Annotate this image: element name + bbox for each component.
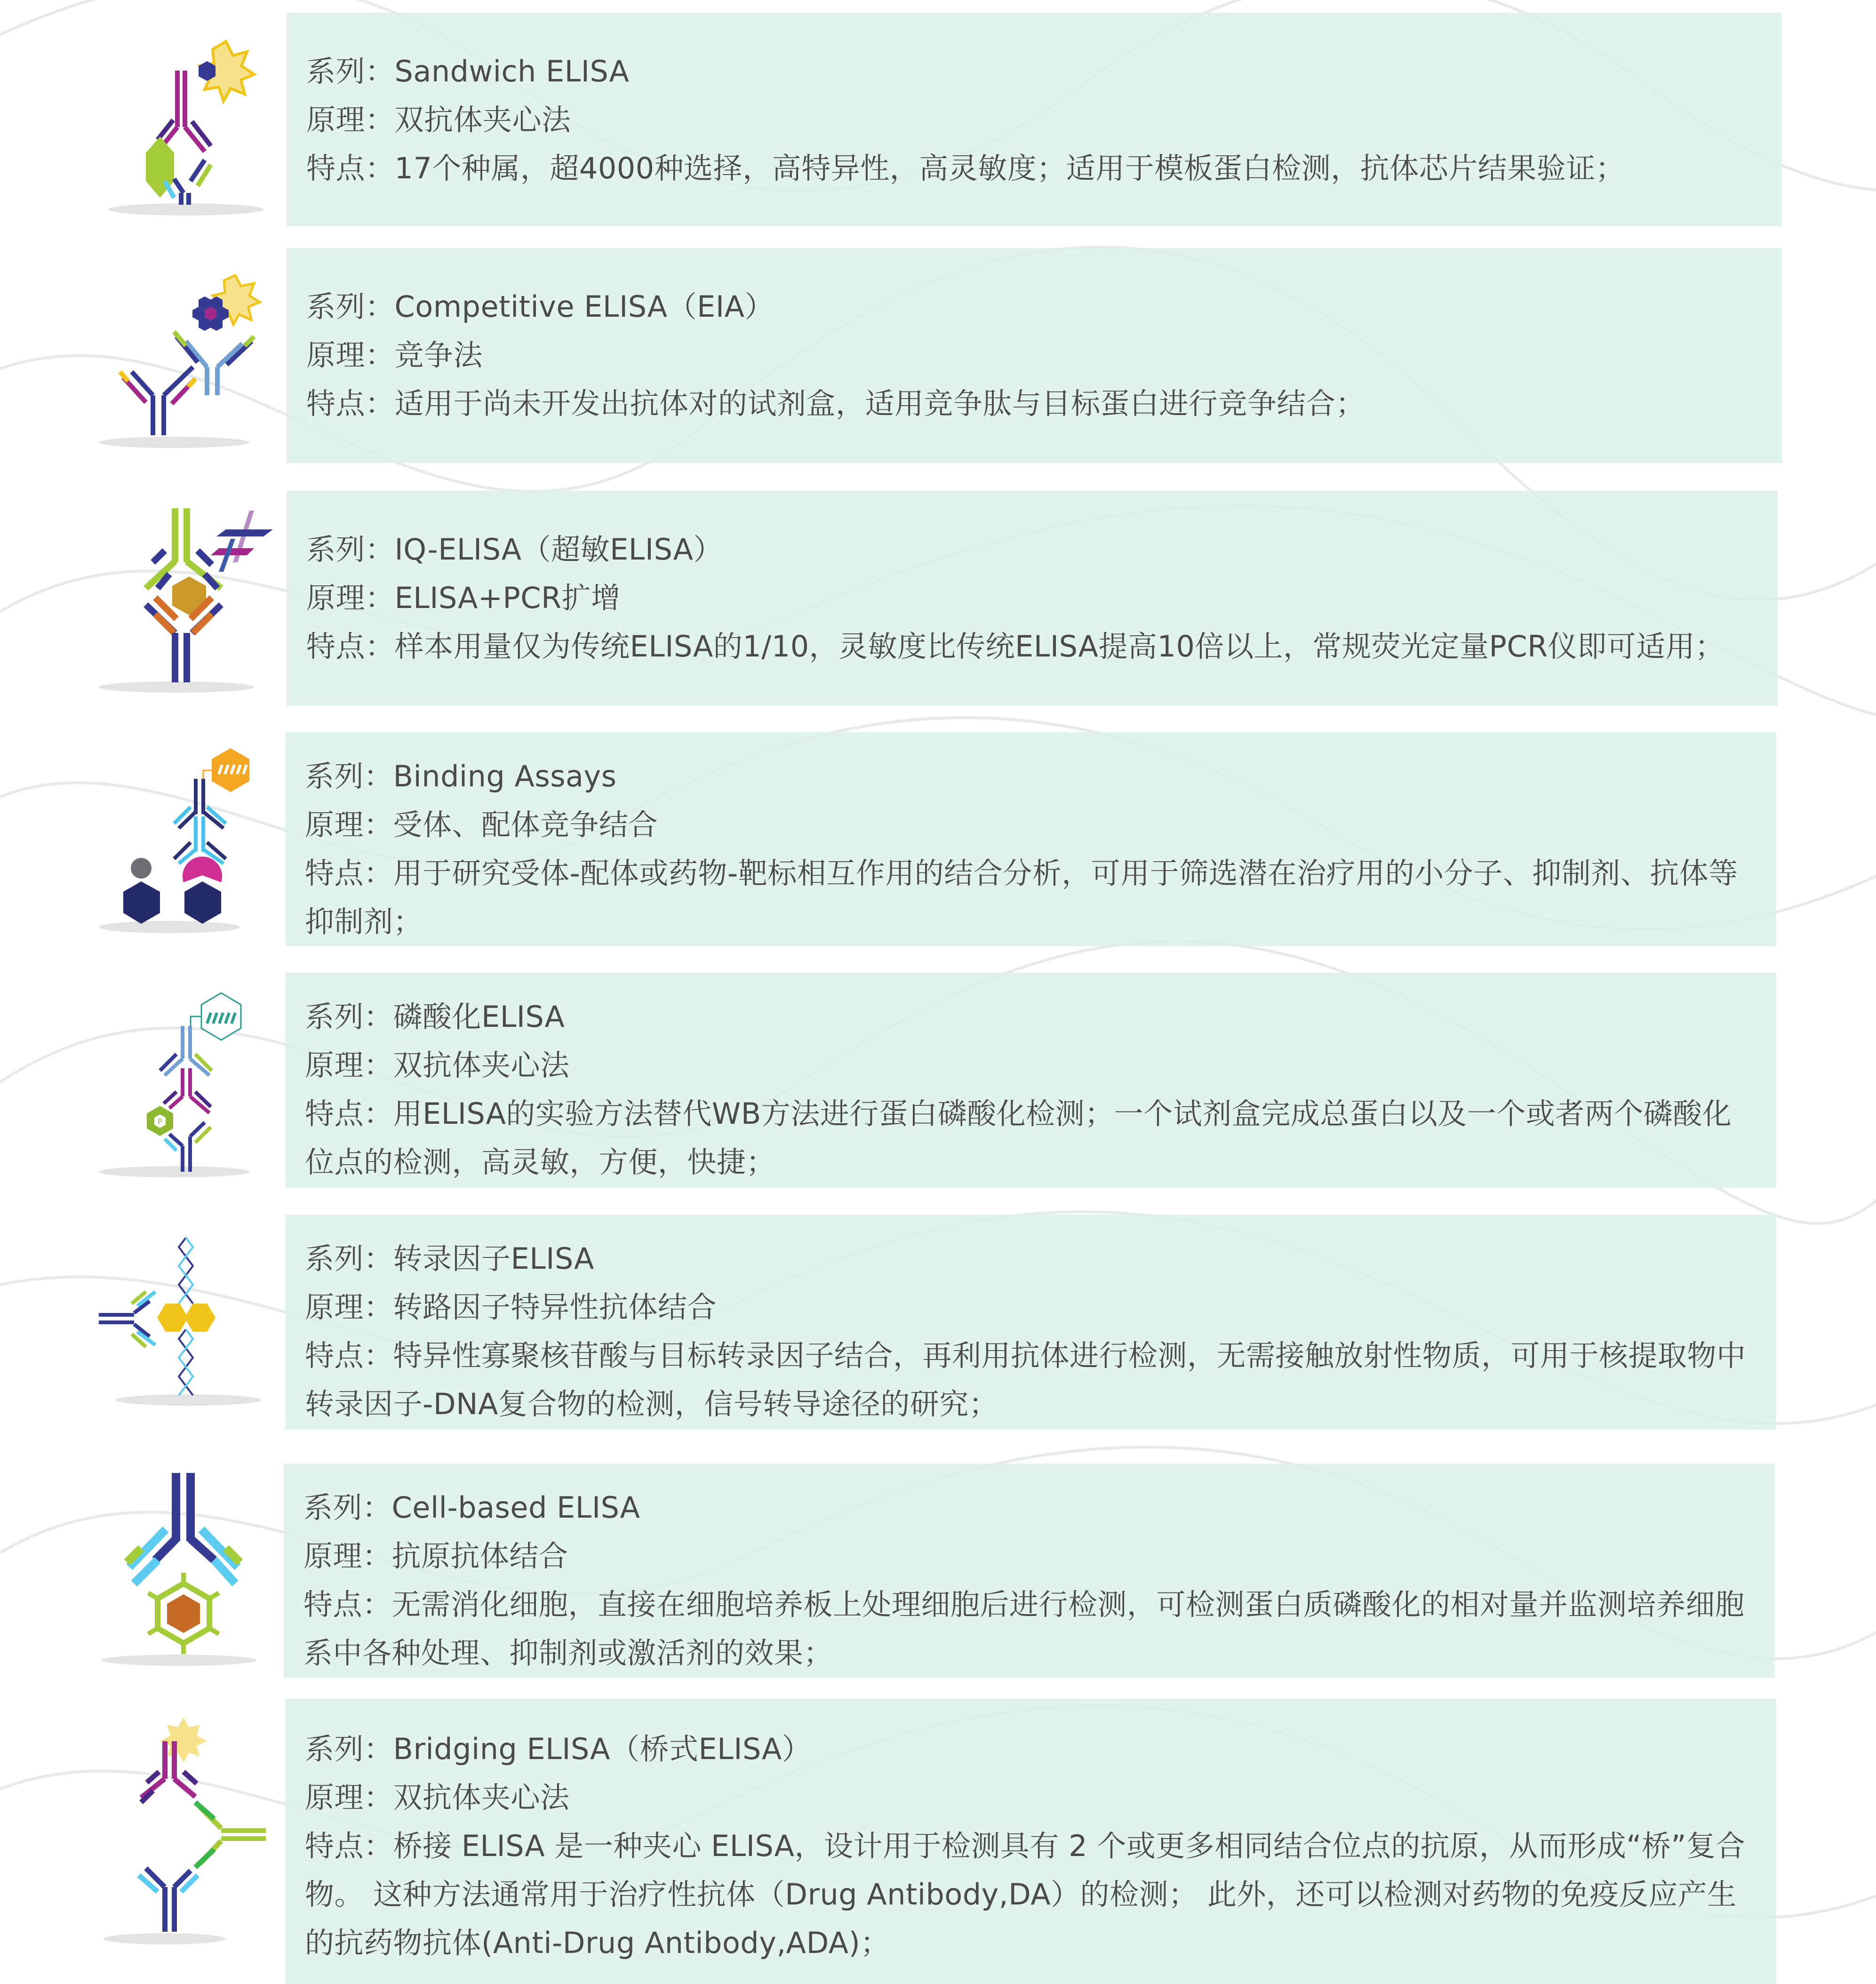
features-value: 样本用量仅为传统ELISA的1/10，灵敏度比传统ELISA提高10倍以上，常规荧光定量PCR仪即可适用； (394, 629, 1724, 664)
card-phospho-elisa (285, 973, 1776, 1188)
principle-value: ELISA+PCR扩增 (394, 581, 621, 615)
principle-line: 原理：抗原抗体结合 (303, 1539, 568, 1573)
principle-value: 双抗体夹心法 (394, 103, 571, 137)
series-line: 系列：转录因子ELISA (305, 1241, 594, 1276)
principle-line: 原理：转路因子特异性抗体结合 (305, 1290, 717, 1324)
features-value: 用于研究受体-配体或药物-靶标相互作用的结合分析，可用于筛选潜在治疗用的小分子、抑制剂、抗体等抑制剂； (305, 856, 1738, 939)
transcription-factor-dna-icon (94, 1228, 273, 1416)
card-competitive-elisa (287, 248, 1782, 463)
features-value: 特异性寡聚核苷酸与目标转录因子结合，再利用抗体进行检测，无需接触放射性物质，可用于核提取物中转录因子-DNA复合物的检测，信号转导途径的研究； (305, 1338, 1746, 1421)
cell-based-elisa-antibody-icon (94, 1468, 273, 1675)
principle-value: 转路因子特异性抗体结合 (393, 1290, 717, 1324)
features-line: 特点：桥接 ELISA 是一种夹心 ELISA，设计用于检测具有 2 个或更多相同结合位点的抗原，从而形成“桥”复合物。 这种方法通常用于治疗性抗体（Drug Antibody,DA）的检测； 此外，还可以检测对药物的免疫反应产生的抗药物抗体(Anti-Drug Antibody,ADA)； (305, 1829, 1746, 1960)
features-value: 适用于尚未开发出抗体对的试剂盒，适用竞争肽与目标蛋白进行竞争结合； (394, 386, 1365, 421)
series-line: 系列：IQ-ELISA（超敏ELISA） (306, 532, 723, 567)
principle-line: 原理：双抗体夹心法 (306, 103, 571, 137)
principle-line: 原理：受体、配体竞争结合 (305, 808, 658, 842)
series-value: 磷酸化ELISA (393, 1000, 565, 1034)
phospho-p-label: P (158, 1117, 162, 1126)
series-line: 系列：Bridging ELISA（桥式ELISA） (305, 1732, 812, 1766)
competitive-elisa-antibody-icon (94, 254, 263, 452)
features-line: 特点：17个种属，超4000种选择，高特异性，高灵敏度；适用于模板蛋白检测，抗体芯片结果验证； (306, 151, 1625, 185)
card-sandwich-elisa (287, 13, 1782, 226)
features-line: 特点：无需消化细胞，直接在细胞培养板上处理细胞后进行检测，可检测蛋白质磷酸化的相对量并监测培养细胞系中各种处理、抑制剂或激活剂的效果； (303, 1587, 1745, 1670)
principle-value: 抗原抗体结合 (391, 1539, 568, 1573)
series-value: Sandwich ELISA (394, 54, 630, 88)
series-line: 系列：Binding Assays (305, 759, 617, 793)
bridging-elisa-antibody-icon (94, 1713, 273, 1958)
features-value: 无需消化细胞，直接在细胞培养板上处理细胞后进行检测，可检测蛋白质磷酸化的相对量并监测培养细胞系中各种处理、抑制剂或激活剂的效果； (303, 1587, 1745, 1670)
sandwich-elisa-antibody-icon (104, 19, 263, 221)
series-line: 系列：Cell-based ELISA (303, 1490, 640, 1525)
features-value: 桥接 ELISA 是一种夹心 ELISA，设计用于检测具有 2 个或更多相同结合位点的抗原，从而形成“桥”复合物。 这种方法通常用于治疗性抗体（Drug Antibody,DA）的检测； 此外，还可以检测对药物的免疫反应产生的抗药物抗体(Anti-Drug Antibody,ADA)； (305, 1829, 1746, 1960)
series-value: Bridging ELISA（桥式ELISA） (393, 1732, 812, 1766)
features-value: 用ELISA的实验方法替代WB方法进行蛋白磷酸化检测；一个试剂盒完成总蛋白以及一个或者两个磷酸化位点的检测，高灵敏，方便，快捷； (305, 1096, 1732, 1179)
iq-elisa-dna-antibody-icon (94, 496, 273, 699)
principle-value: 受体、配体竞争结合 (393, 808, 658, 842)
series-line: 系列：Sandwich ELISA (306, 54, 630, 88)
features-line: 特点：特异性寡聚核苷酸与目标转录因子结合，再利用抗体进行检测，无需接触放射性物质，可用于核提取物中转录因子-DNA复合物的检测，信号转导途径的研究； (305, 1338, 1746, 1421)
binding-assay-receptor-icon (94, 741, 273, 939)
series-value: IQ-ELISA（超敏ELISA） (394, 532, 723, 567)
features-line: 特点：用于研究受体-配体或药物-靶标相互作用的结合分析，可用于筛选潜在治疗用的小分子、抑制剂、抗体等抑制剂； (305, 856, 1738, 939)
principle-value: 竞争法 (394, 338, 483, 372)
features-line: 特点：适用于尚未开发出抗体对的试剂盒，适用竞争肽与目标蛋白进行竞争结合； (306, 386, 1365, 421)
card-iq-elisa (287, 491, 1778, 706)
features-line: 特点：样本用量仅为传统ELISA的1/10，灵敏度比传统ELISA提高10倍以上，常规荧光定量PCR仪即可适用； (306, 629, 1724, 664)
series-value: Binding Assays (393, 759, 617, 793)
card-binding-assays (285, 732, 1776, 946)
principle-line: 原理：竞争法 (306, 338, 483, 372)
principle-line: 原理：双抗体夹心法 (305, 1780, 570, 1815)
principle-value: 双抗体夹心法 (393, 1780, 570, 1815)
series-line: 系列：Competitive ELISA（EIA） (306, 289, 774, 324)
card-bridging-elisa (285, 1699, 1776, 1984)
principle-value: 双抗体夹心法 (393, 1048, 570, 1082)
series-value: Competitive ELISA（EIA） (394, 289, 774, 324)
series-value: Cell-based ELISA (391, 1490, 640, 1525)
principle-line: 原理：ELISA+PCR扩增 (306, 581, 621, 615)
features-value: 17个种属，超4000种选择，高特异性，高灵敏度；适用于模板蛋白检测，抗体芯片结果验证； (394, 151, 1625, 185)
series-value: 转录因子ELISA (393, 1241, 594, 1276)
card-transcription-factor-elisa (285, 1215, 1776, 1430)
series-line: 系列：磷酸化ELISA (305, 1000, 565, 1034)
principle-line: 原理：双抗体夹心法 (305, 1048, 570, 1082)
features-line: 特点：用ELISA的实验方法替代WB方法进行蛋白磷酸化检测；一个试剂盒完成总蛋白以及一个或者两个磷酸化位点的检测，高灵敏，方便，快捷； (305, 1096, 1732, 1179)
phospho-elisa-antibody-icon (94, 979, 273, 1181)
card-cell-based-elisa (284, 1464, 1775, 1678)
